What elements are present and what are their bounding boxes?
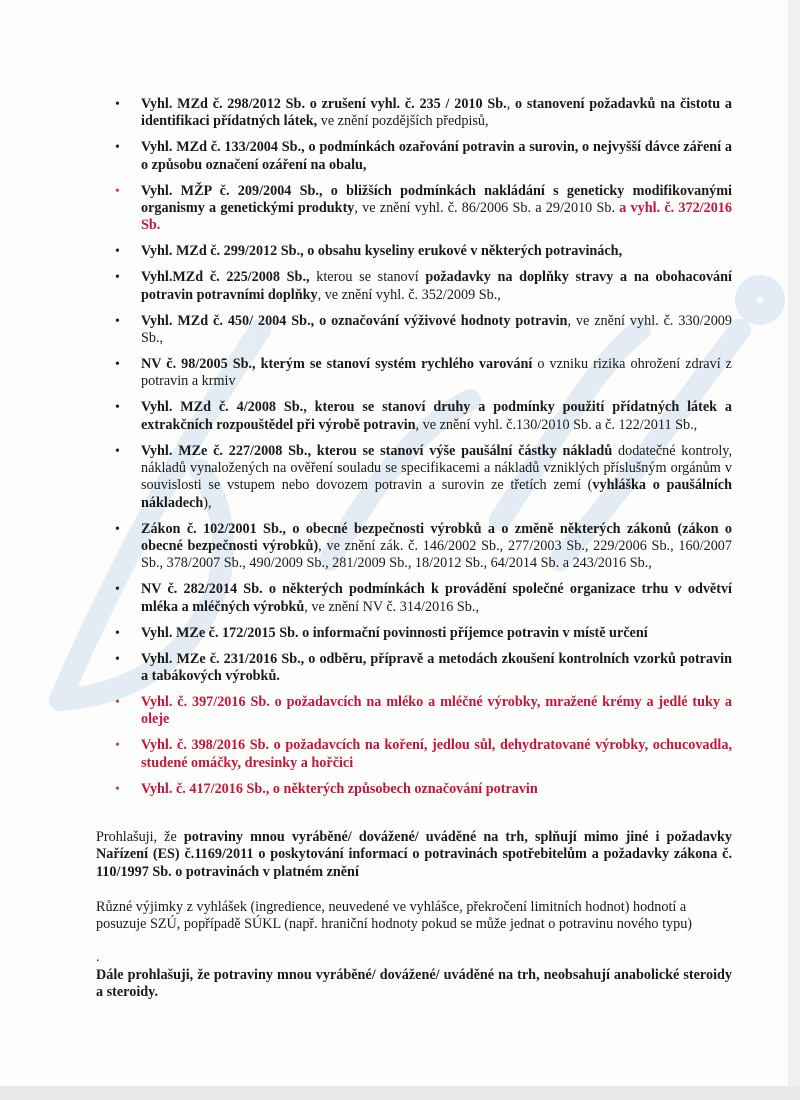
plain-text: , ve znění vyhl. č. 86/2006 Sb. a 29/2010 Sb. bbox=[354, 200, 620, 217]
bullet-icon: • bbox=[115, 738, 120, 754]
bullet-icon: • bbox=[115, 625, 120, 641]
amendment-text-red: Vyhl. č. 397/2016 Sb. o požadavcích na mléko a mléčné výrobky, mražené krémy a jedlé tuky a oleje bbox=[141, 693, 732, 728]
list-item bbox=[112, 399, 732, 434]
plain-text: kterou se stanoví bbox=[309, 269, 426, 286]
list-item bbox=[112, 694, 732, 729]
plain-text: ve znění pozdějších předpisů, bbox=[317, 113, 489, 130]
bold-text: vyhláška o paušálních nákladech bbox=[141, 477, 732, 511]
bullet-icon: • bbox=[115, 651, 120, 667]
stray-dot: . bbox=[96, 950, 100, 965]
amendment-text-red: Vyhl. č. 417/2016 Sb., o některých způsobech označování potravin bbox=[141, 780, 538, 797]
list-item bbox=[112, 781, 732, 798]
bullet-icon: • bbox=[115, 270, 120, 286]
list-item bbox=[112, 139, 732, 174]
bold-text: Vyhl. MZe č. 227/2008 Sb., kterou se stanoví výše paušální částky nákladů bbox=[141, 442, 613, 459]
list-item bbox=[112, 313, 732, 348]
list-item bbox=[112, 356, 732, 391]
plain-text: o vzniku rizika ohrožení zdraví z potravin a krmiv bbox=[141, 355, 732, 390]
amendment-text-red: a vyhl. č. 372/2016 Sb. bbox=[141, 200, 732, 234]
list-item bbox=[112, 521, 732, 573]
scan-edge-right bbox=[788, 0, 800, 1100]
list-item bbox=[112, 737, 732, 772]
plain-text: dodatečné kontroly, nákladů vynaložených na ověření souladu se specifikacemi a nákladů vzniklých příslušným orgánům v souvislosti se vstupem nebo dovozem potravin a surovin ze třetích zemí ( bbox=[141, 442, 732, 494]
bullet-icon: • bbox=[115, 97, 120, 112]
law-list bbox=[112, 96, 732, 798]
bold-text: NV č. 98/2005 Sb., kterým se stanoví systém rychlého varování bbox=[141, 355, 533, 372]
list-item bbox=[112, 96, 732, 131]
list-item bbox=[112, 183, 732, 235]
bullet-icon: • bbox=[115, 443, 120, 459]
bold-text: požadavky na doplňky stravy a na obohacování potravin potravními doplňky bbox=[141, 269, 732, 303]
bold-text: Vyhl. MŽP č. 209/2004 Sb., o bližších podmínkách nakládání s geneticky modifikovanými organismy a genetickými produkty bbox=[141, 182, 732, 217]
plain-text: , ve znění zák. č. 146/2002 Sb., 277/2003 Sb., 229/2006 Sb., 160/2007 Sb., 378/2007 Sb., 490/2009 Sb., 281/2009 Sb., 18/2012 Sb., 64/2014 Sb. a 243/2016 Sb., bbox=[141, 538, 732, 572]
bullet-icon: • bbox=[115, 140, 120, 156]
list-item bbox=[112, 243, 732, 260]
plain-text: Prohlašuji, že bbox=[96, 829, 184, 845]
bullet-icon: • bbox=[115, 313, 120, 329]
steroids-declaration: Dále prohlašuji, že potraviny mnou vyráběné/ dovážené/ uváděné na trh, neobsahují anabolické steroidy a steroidy. bbox=[96, 967, 732, 1001]
bold-text: potraviny mnou vyráběné/ dovážené/ uváděné na trh, splňují mimo jiné i požadavky Nařízení (ES) č.1169/2011 o poskytování informací o potravinách spotřebitelům a požadavky zákona č. 110/1997 Sb. o potravinách v platném znění bbox=[96, 829, 732, 880]
plain-text: , ve znění NV č. 314/2016 Sb., bbox=[304, 598, 479, 615]
bullet-icon: • bbox=[115, 244, 120, 260]
bold-text: NV č. 282/2014 Sb. o některých podmínkách k provádění společné organizace trhu v odvětví mléka a mléčných výrobků bbox=[141, 581, 732, 615]
bullet-icon: • bbox=[115, 521, 120, 537]
bullet-icon: • bbox=[115, 183, 120, 199]
amendment-text-red: Vyhl. č. 398/2016 Sb. o požadavcích na koření, jedlou sůl, dehydratované výrobky, ochucovadla, studené omáčky, dresinky a hořčici bbox=[141, 737, 732, 771]
list-item bbox=[112, 625, 732, 642]
list-item bbox=[112, 651, 732, 686]
bullet-icon: • bbox=[115, 400, 120, 416]
bold-text: Vyhl. MZd č. 4/2008 Sb., kterou se stanoví druhy a podmínky použití přídatných látek a extrakčních rozpouštědel při výrobě potravin bbox=[141, 399, 732, 433]
bullet-icon: • bbox=[115, 781, 120, 797]
plain-text: , bbox=[506, 96, 516, 112]
bold-text: Vyhl. MZd č. 298/2012 Sb. o zrušení vyhl. č. 235 / 2010 Sb. bbox=[141, 96, 507, 112]
plain-text: , ve znění vyhl. č. 330/2009 Sb., bbox=[141, 312, 732, 346]
exceptions-paragraph: Různé výjimky z vyhlášek (ingredience, neuvedené ve vyhlášce, překročení limitních hodnot) hodnotí a posuzuje SZÚ, popřípadě SÚKL (např. hraniční hodnoty pokud se může jednat o potravinu nového typu) bbox=[96, 899, 693, 933]
plain-text: ), bbox=[203, 494, 212, 511]
bullet-icon: • bbox=[115, 356, 120, 372]
bold-text: o stanovení požadavků na čistotu a identifikaci přídatných látek, bbox=[141, 96, 733, 130]
declaration-paragraph bbox=[96, 829, 732, 881]
bold-text: Vyhl. MZd č. 133/2004 Sb., o podmínkách ozařování potravin a surovin, o nejvyšší dávce záření a o způsobu označení ozáření na obalu, bbox=[141, 139, 732, 173]
bold-text: Zákon č. 102/2001 Sb., o obecné bezpečnosti výrobků a o změně některých zákonů (zákon o obecné bezpečnosti výrobků) bbox=[141, 520, 732, 555]
list-item bbox=[112, 581, 732, 616]
plain-text: , ve znění vyhl. č. 352/2009 Sb., bbox=[317, 286, 501, 303]
bullet-icon: • bbox=[115, 582, 120, 598]
list-item bbox=[112, 269, 732, 304]
bold-text: Vyhl. MZd č. 450/ 2004 Sb., o označování výživové hodnoty potravin bbox=[141, 312, 568, 329]
plain-text: , ve znění vyhl. č.130/2010 Sb. a č. 122/2011 Sb., bbox=[415, 416, 698, 433]
bold-text: Vyhl. MZe č. 172/2015 Sb. o informační povinnosti příjemce potravin v místě určení bbox=[141, 624, 648, 641]
scan-edge-bottom bbox=[0, 1086, 800, 1100]
bold-text: Vyhl. MZd č. 299/2012 Sb., o obsahu kyseliny erukové v některých potravinách, bbox=[141, 243, 623, 260]
bullet-icon: • bbox=[115, 694, 120, 710]
bold-text: Vyhl. MZe č. 231/2016 Sb., o odběru, přípravě a metodách zkoušení kontrolních vzorků potravin a tabákových výrobků. bbox=[141, 650, 732, 684]
law-list-section bbox=[112, 96, 732, 806]
list-item bbox=[112, 443, 732, 513]
bold-text: Vyhl.MZd č. 225/2008 Sb., bbox=[141, 269, 310, 286]
